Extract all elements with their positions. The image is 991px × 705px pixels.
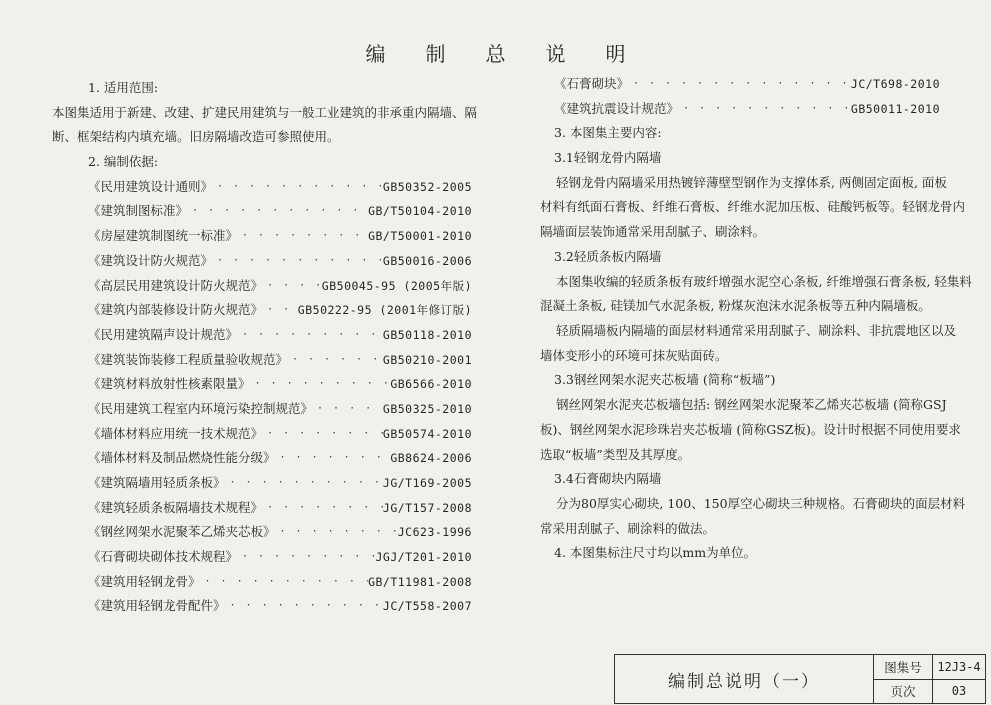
standard-row: [540, 97, 940, 122]
title-block-title: 编制总说明（一）: [615, 655, 874, 703]
paragraph-line: 本图集适用于新建、改建、扩建民用建筑与一般工业建筑的非承重内隔墙、隔: [52, 104, 478, 120]
standard-row: [52, 496, 472, 521]
standard-row: [52, 175, 472, 200]
section-3-2-paragraph-b: [540, 319, 957, 368]
title-block-grid: [874, 655, 985, 703]
standard-row: [52, 224, 472, 249]
atlas-number-label: 图集号: [874, 655, 933, 679]
standards-list: [52, 175, 472, 619]
leader-dots: [313, 397, 383, 422]
leader-dots: [288, 348, 383, 373]
section-3-3-paragraph: [540, 393, 961, 467]
section-3-4-heading: 3.4石膏砌块内隔墙: [554, 471, 662, 487]
standard-code: GB/T50104-2010: [368, 204, 472, 219]
standard-code: GB6566-2010: [390, 377, 472, 392]
standard-name: 《建筑内部装修设计防火规范》: [88, 302, 264, 318]
standard-name: 《建筑装饰装修工程质量验收规范》: [88, 351, 289, 367]
standard-row: [52, 348, 472, 373]
left-column: [52, 76, 478, 619]
leader-dots: [629, 72, 851, 97]
leader-dots: [213, 249, 383, 274]
paragraph-line: 钢丝网架水泥夹芯板墙包括: 钢丝网架水泥聚苯乙烯夹芯板墙 (简称GSJ: [556, 397, 947, 413]
standard-name: 《建筑用轻钢龙骨》: [88, 573, 201, 589]
standard-name: 《墙体材料应用统一技术规范》: [88, 425, 264, 441]
standard-code: JG/T157-2008: [382, 500, 472, 515]
leader-dots: [263, 274, 322, 299]
standard-code: GB50352-2005: [382, 179, 472, 194]
standard-row: [52, 249, 472, 274]
leader-dots: [226, 471, 383, 496]
standard-code: GB50210-2001: [382, 352, 472, 367]
leader-dots: [188, 199, 368, 224]
right-column: [540, 72, 972, 566]
paragraph-line: 轻钢龙骨内隔墙采用热镀锌薄壁型钢作为支撑体系, 两侧固定面板, 面板: [556, 174, 947, 190]
standard-row: [52, 323, 472, 348]
standard-code: JC/T558-2007: [382, 599, 472, 614]
section-3-4-paragraph: [540, 492, 966, 541]
paragraph-line: 板)、钢丝网架水泥珍珠岩夹芯板墙 (简称GSZ板)。设计时根据不同使用要求: [540, 421, 961, 437]
standard-code: GB8624-2006: [390, 451, 472, 466]
standard-code: GB50011-2010: [850, 101, 940, 116]
section-3-1-heading: 3.1轻钢龙骨内隔墙: [554, 150, 662, 166]
standard-code: JC623-1996: [397, 525, 472, 540]
standard-name: 《建筑轻质条板隔墙技术规程》: [88, 499, 264, 515]
standard-code: GB50574-2010: [382, 426, 472, 441]
atlas-number-value: 12J3-4: [937, 659, 981, 674]
standard-name: 《石膏砌块砌体技术规程》: [88, 549, 239, 565]
leader-dots: [276, 446, 391, 471]
leader-dots: [213, 175, 383, 200]
standard-row: [52, 446, 472, 471]
leader-dots: [679, 97, 851, 122]
standard-code: GB50325-2010: [382, 401, 472, 416]
standard-code: JG/T169-2005: [382, 476, 472, 491]
standard-name: 《民用建筑隔声设计规范》: [88, 326, 239, 342]
standard-row: [52, 471, 472, 496]
standard-name: 《民用建筑设计通则》: [88, 178, 214, 194]
standard-code: GB/T50001-2010: [368, 229, 472, 244]
paragraph-line: 本图集收编的轻质条板有玻纤增强水泥空心条板, 纤维增强石膏条板, 轻集料: [556, 273, 972, 289]
title-block: [614, 654, 986, 704]
atlas-number-row: [874, 655, 985, 679]
section-1-heading: 1. 适用范围:: [88, 80, 159, 95]
standards-list-continued: [540, 72, 940, 121]
paragraph-line: 轻质隔墙板内隔墙的面层材料通常采用刮腻子、刷涂料、非抗震地区以及: [556, 323, 957, 338]
standard-row: [540, 72, 940, 97]
standard-name: 《民用建筑工程室内环境污染控制规范》: [88, 400, 314, 416]
standard-row: [52, 595, 472, 620]
section-1-paragraph: [52, 101, 478, 150]
paragraph-line: 混凝土条板, 硅镁加气水泥条板, 粉煤灰泡沫水泥条板等五种内隔墙板。: [540, 298, 931, 314]
standard-name: 《建筑制图标准》: [88, 203, 189, 219]
leader-dots: [263, 496, 383, 521]
standard-row: [52, 200, 472, 225]
standard-code: GB50016-2006: [382, 253, 472, 268]
standard-row: [52, 372, 472, 397]
standard-row: [52, 397, 472, 422]
paragraph-line: 材料有纸面石膏板、纤维石膏板、纤维水泥加压板、硅酸钙板等。轻钢龙骨内: [540, 199, 966, 215]
page-number-label: 页次: [874, 680, 933, 704]
section-3-1-paragraph: [540, 171, 966, 245]
leader-dots: [238, 224, 368, 249]
leader-dots: [238, 545, 375, 570]
section-3-2-heading: 3.2轻质条板内隔墙: [554, 248, 662, 264]
leader-dots: [251, 372, 391, 397]
standard-row: [52, 274, 472, 299]
standard-name: 《石膏砌块》: [554, 75, 630, 91]
standard-name: 《高层民用建筑设计防火规范》: [88, 277, 264, 293]
section-2-heading: 2. 编制依据:: [88, 154, 159, 170]
standard-row: [52, 570, 472, 595]
paragraph-line: 断、框架结构内填充墙。旧房隔墙改造可参照使用。: [52, 129, 340, 145]
paragraph-line: 常采用刮腻子、刷涂料的做法。: [540, 520, 716, 536]
section-3-2-paragraph-a: [540, 270, 972, 319]
standard-name: 《钢丝网架水泥聚苯乙烯夹芯板》: [88, 524, 276, 540]
standard-row: [52, 520, 472, 545]
leader-dots: [276, 520, 398, 545]
standard-row: [52, 298, 472, 323]
standard-code: JC/T698-2010: [850, 76, 940, 91]
standard-name: 《建筑隔墙用轻质条板》: [88, 475, 226, 491]
leader-dots: [263, 298, 298, 323]
paragraph-line: 选取“板墙”类型及其厚度。: [540, 446, 691, 462]
standard-code: GB50118-2010: [382, 327, 472, 342]
leader-dots: [238, 323, 383, 348]
leader-dots: [263, 422, 383, 447]
standard-code: GB50222-95 (2001年修订版): [297, 303, 472, 318]
page-number-value: 03: [951, 684, 967, 699]
standard-name: 《建筑设计防火规范》: [88, 252, 214, 268]
standard-row: [52, 422, 472, 447]
section-4-heading: 4. 本图集标注尺寸均以mm为单位。: [554, 545, 757, 561]
paragraph-line: 隔墙面层装饰通常采用刮腻子、刷涂料。: [540, 224, 766, 240]
standard-row: [52, 545, 472, 570]
leader-dots: [226, 594, 383, 619]
page-title: 编制总说明: [365, 42, 666, 66]
standard-code: JGJ/T201-2010: [375, 550, 472, 565]
section-3-3-heading: 3.3钢丝网架水泥夹芯板墙 (简称“板墙”): [554, 372, 776, 388]
leader-dots: [201, 570, 369, 595]
paragraph-line: 墙体变形小的环境可抹灰贴面砖。: [540, 347, 728, 363]
section-3-heading: 3. 本图集主要内容:: [554, 125, 662, 141]
standard-name: 《建筑材料放射性核素限量》: [88, 376, 251, 392]
standard-code: GB50045-95 (2005年版): [321, 278, 472, 293]
standard-name: 《墙体材料及制品燃烧性能分级》: [88, 450, 276, 466]
paragraph-line: 分为80厚实心砌块, 100、150厚空心砌块三种规格。石膏砌块的面层材料: [556, 495, 966, 511]
standard-code: GB/T11981-2008: [368, 574, 472, 589]
standard-name: 《房屋建筑制图统一标准》: [88, 228, 239, 244]
standard-name: 《建筑用轻钢龙骨配件》: [88, 598, 226, 614]
standard-name: 《建筑抗震设计规范》: [554, 100, 680, 116]
page-number-row: [874, 679, 985, 704]
